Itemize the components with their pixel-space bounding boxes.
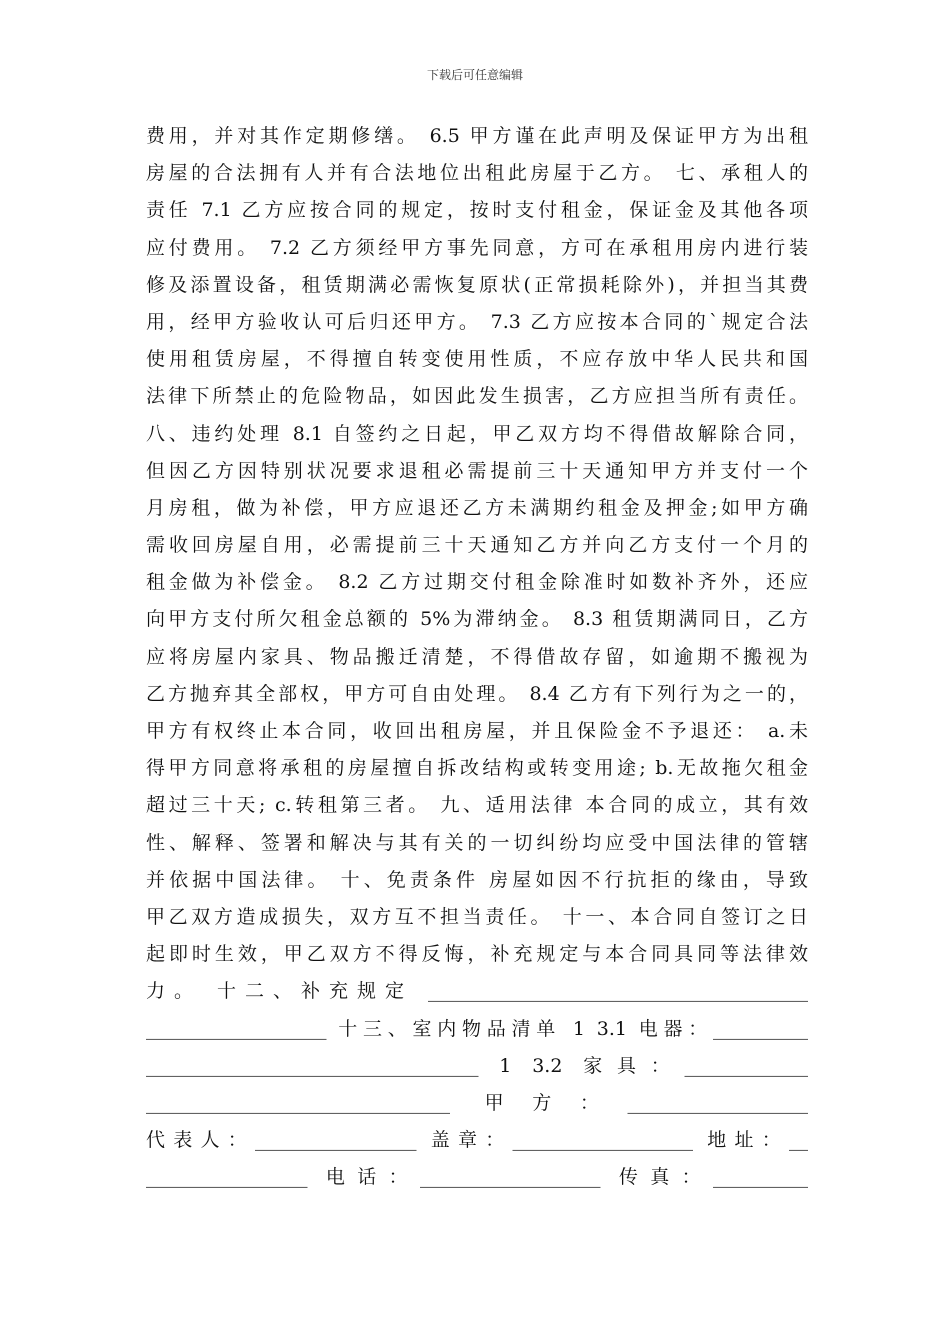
text-line: 向甲方支付所欠租金总额的 5%为滞纳金。 8.3 租赁期满同日，乙方 — [146, 608, 808, 631]
text-line: 用，经甲方验收认可后归还甲方。 7.3 乙方应按本合同的`规定合法 — [146, 310, 808, 333]
text-line: 租金做为补偿金。 8.2 乙方过期交付租金除准时如数补齐外，还应 — [146, 571, 808, 594]
text-line: 房屋的合法拥有人并有合法地位出租此房屋于乙方。 七、承租人的 — [146, 162, 808, 185]
signature-line-representative: 代表人：_________________ 盖章：___________________ 地址：__ — [146, 1129, 808, 1152]
text-line: 起即时生效，甲乙双方不得反悔，补充规定与本合同具同等法律效 — [146, 943, 808, 966]
text-line: 费用，并对其作定期修缮。 6.5 甲方谨在此声明及保证甲方为出租 — [146, 125, 808, 147]
text-line: 甲乙双方造成损失，双方互不担当责任。 十一、本合同自签订之日 — [146, 905, 808, 928]
text-line: 责任 7.1 乙方应按合同的规定，按时支付租金，保证金及其他各项 — [146, 199, 808, 222]
text-line: 并依据中国法律。 十、免责条件 房屋如因不行抗拒的缘由，导致 — [146, 868, 808, 891]
text-line: 月房租，做为补偿，甲方应退还乙方未满期约租金及押金;如甲方确 — [146, 496, 808, 519]
text-line: 八、违约处理 8.1 自签约之日起，甲乙双方均不得借故解除合同， — [146, 422, 808, 445]
text-line: 修及添置设备，租赁期满必需恢复原状(正常损耗除外)，并担当其费 — [146, 273, 808, 296]
text-line: 性、解释、签署和解决与其有关的一切纠纷均应受中国法律的管辖 — [146, 831, 808, 854]
page-header: 下载后可任意编辑 — [426, 68, 523, 82]
text-line: 使用租赁房屋，不得擅自转变使用性质，不应存放中华人民共和国 — [146, 348, 808, 371]
text-line: 甲方有权终止本合同，收回出租房屋，并且保险金不予退还： a.未 — [146, 720, 808, 742]
text-line: 得甲方同意将承租的房屋擅自拆改结构或转变用途; b.无故拖欠租金 — [146, 757, 808, 780]
text-line: 但因乙方因特别状况要求退租必需提前三十天通知甲方并支付一个 — [146, 459, 808, 482]
text-line: 乙方抛弃其全部权，甲方可自由处理。 8.4 乙方有下列行为之一的， — [146, 682, 808, 705]
text-line: ___________________ 十三、室内物品清单 1 3.1 电器：__________ — [146, 1017, 808, 1040]
text-line: 应付费用。 7.2 乙方须经甲方事先同意，方可在承租用房内进行装 — [146, 236, 808, 259]
text-line: 力。 十二、补充规定 ________________________________________ — [146, 980, 808, 1003]
text-line: 超过三十天; c.转租第三者。 九、适用法律 本合同的成立，其有效 — [146, 794, 808, 817]
text-line: 应将房屋内家具、物品搬迁清楚，不得借故存留，如逾期不搬视为 — [146, 645, 808, 668]
text-line: 需收回房屋自用，必需提前三十天通知乙方并向乙方支付一个月的 — [146, 534, 808, 557]
signature-line-party-a: ________________________________ 甲方：___________________ — [146, 1091, 808, 1114]
text-line: 法律下所禁止的危险物品，如因此发生损害，乙方应担当所有责任。 — [146, 385, 808, 408]
text-line: ___________________________________ 1 3.2 家具：_____________ — [146, 1054, 808, 1077]
signature-line-contact: _________________ 电话：___________________ 传真：__________ — [146, 1166, 808, 1189]
contract-body — [146, 118, 808, 1196]
